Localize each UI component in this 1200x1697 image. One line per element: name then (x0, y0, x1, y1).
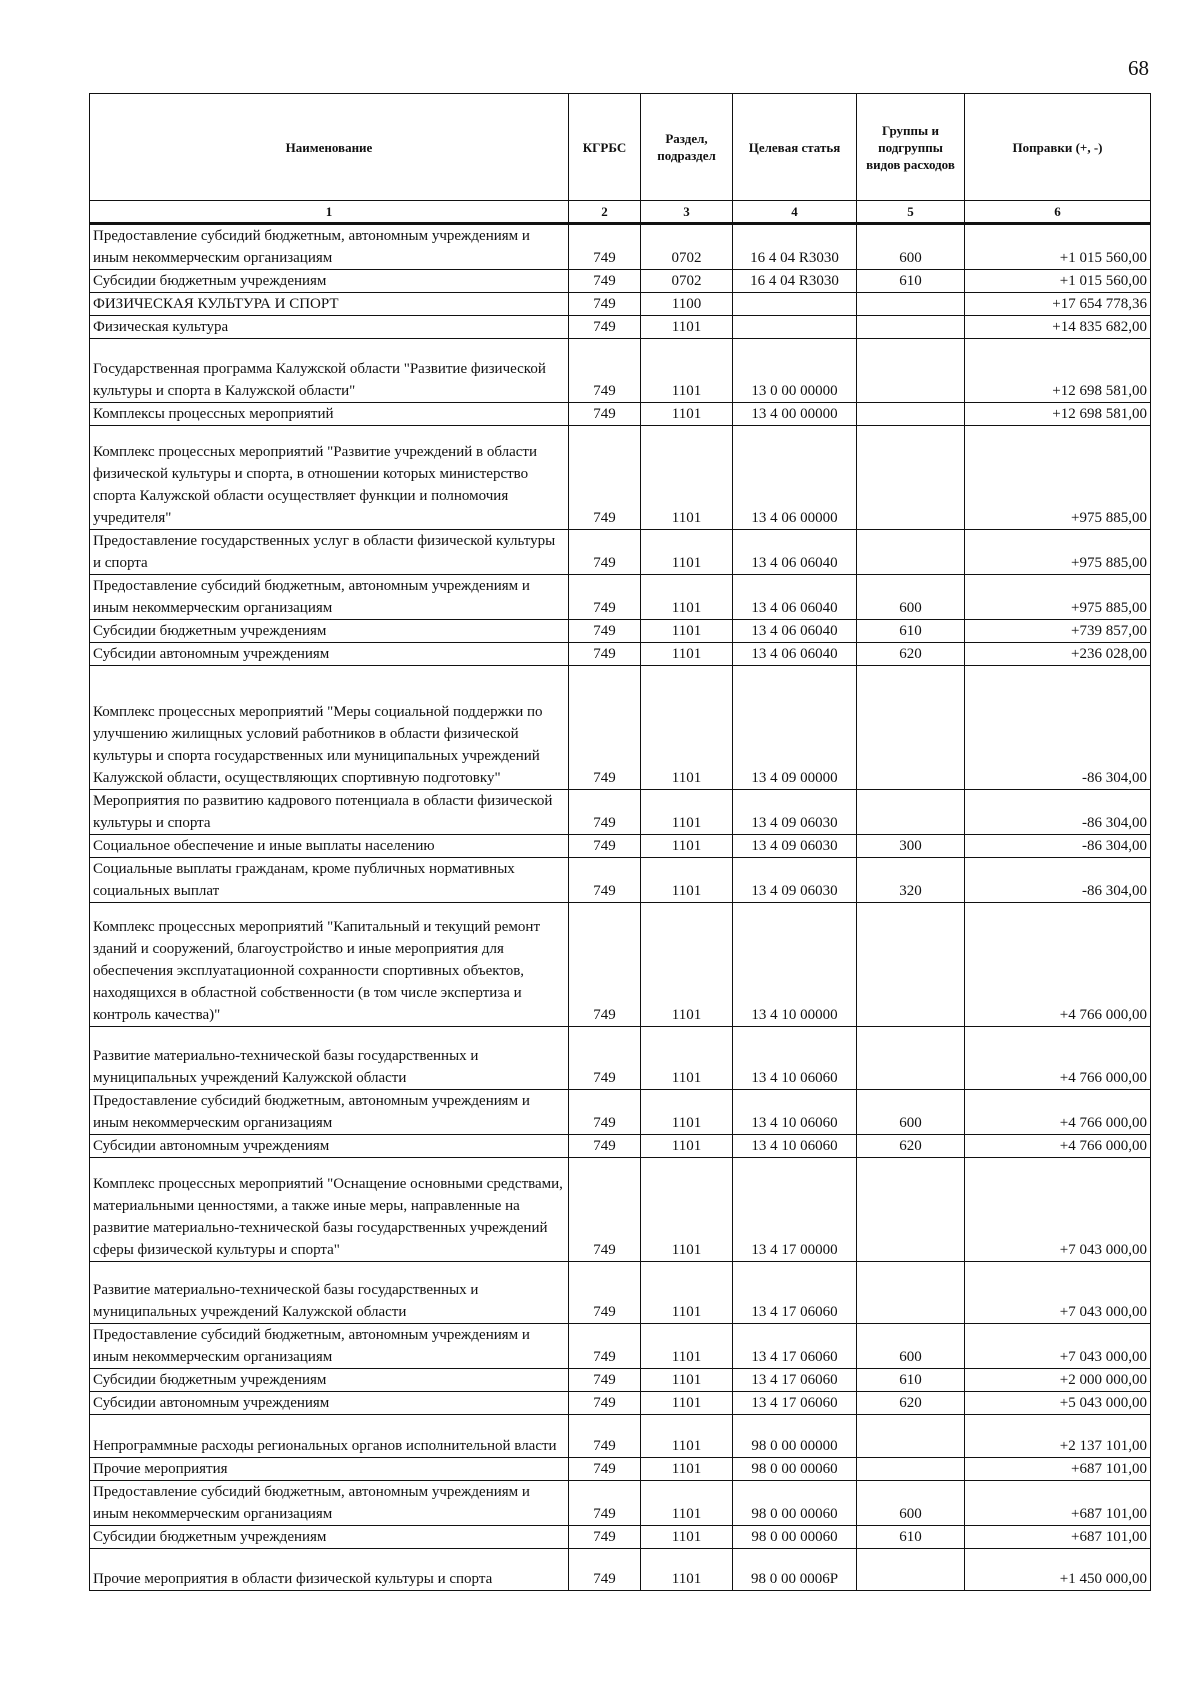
row-section: 1101 (641, 1415, 733, 1458)
row-expense-group: 600 (857, 1324, 965, 1369)
row-amendment: +4 766 000,00 (965, 903, 1151, 1027)
row-amendment: +4 766 000,00 (965, 1027, 1151, 1090)
row-amendment: +12 698 581,00 (965, 403, 1151, 426)
header-amendments: Поправки (+, -) (965, 94, 1151, 201)
row-expense-group: 600 (857, 1090, 965, 1135)
row-amendment: -86 304,00 (965, 858, 1151, 903)
row-name: Субсидии автономным учреждениям (90, 1392, 569, 1415)
row-section: 1101 (641, 1549, 733, 1591)
table-row (90, 1369, 1151, 1392)
row-name: Развитие материально-технической базы государственных и муниципальных учреждений Калужской области (90, 1027, 569, 1090)
row-expense-group (857, 1549, 965, 1591)
row-section: 1101 (641, 1392, 733, 1415)
row-expense-group: 300 (857, 835, 965, 858)
row-target-article: 13 4 06 00000 (733, 426, 857, 530)
row-target-article: 13 4 17 06060 (733, 1392, 857, 1415)
row-target-article: 13 4 10 06060 (733, 1090, 857, 1135)
row-name: Предоставление государственных услуг в области физической культуры и спорта (90, 530, 569, 575)
row-name: Предоставление субсидий бюджетным, автономным учреждениям и иным некоммерческим организациям (90, 1090, 569, 1135)
row-name: Прочие мероприятия в области физической культуры и спорта (90, 1549, 569, 1591)
row-target-article: 98 0 00 00060 (733, 1458, 857, 1481)
row-amendment: +975 885,00 (965, 530, 1151, 575)
row-section: 1101 (641, 1262, 733, 1324)
table-row (90, 1526, 1151, 1549)
row-name: Социальные выплаты гражданам, кроме публичных нормативных социальных выплат (90, 858, 569, 903)
row-amendment: +7 043 000,00 (965, 1158, 1151, 1262)
row-amendment: +2 000 000,00 (965, 1369, 1151, 1392)
row-expense-group (857, 403, 965, 426)
row-section: 1101 (641, 575, 733, 620)
row-amendment: +975 885,00 (965, 426, 1151, 530)
row-name: Непрограммные расходы региональных органов исполнительной власти (90, 1415, 569, 1458)
row-section: 1101 (641, 1158, 733, 1262)
row-name: Развитие материально-технической базы государственных и муниципальных учреждений Калужской области (90, 1262, 569, 1324)
row-kgrbs: 749 (569, 1549, 641, 1591)
row-section: 1101 (641, 339, 733, 403)
row-target-article: 16 4 04 R3030 (733, 224, 857, 270)
row-target-article: 13 4 09 06030 (733, 835, 857, 858)
row-kgrbs: 749 (569, 1415, 641, 1458)
row-amendment: +7 043 000,00 (965, 1324, 1151, 1369)
row-expense-group (857, 293, 965, 316)
row-section: 1101 (641, 1324, 733, 1369)
row-name: Прочие мероприятия (90, 1458, 569, 1481)
row-name: Субсидии автономным учреждениям (90, 1135, 569, 1158)
row-target-article: 13 4 10 06060 (733, 1027, 857, 1090)
row-target-article: 13 4 17 06060 (733, 1262, 857, 1324)
row-name: Предоставление субсидий бюджетным, автономным учреждениям и иным некоммерческим организациям (90, 224, 569, 270)
row-kgrbs: 749 (569, 1526, 641, 1549)
table-row (90, 620, 1151, 643)
row-name: Комплекс процессных мероприятий "Развитие учреждений в области физической культуры и спорта, в отношении которых министерство спорта Калужской области осуществляет функции и полномочия учредителя" (90, 426, 569, 530)
row-expense-group (857, 1262, 965, 1324)
row-section: 1101 (641, 1090, 733, 1135)
row-amendment: +14 835 682,00 (965, 316, 1151, 339)
row-amendment: +687 101,00 (965, 1526, 1151, 1549)
row-name: Субсидии автономным учреждениям (90, 643, 569, 666)
row-section: 1101 (641, 316, 733, 339)
row-expense-group: 620 (857, 1392, 965, 1415)
row-name: Мероприятия по развитию кадрового потенциала в области физической культуры и спорта (90, 790, 569, 835)
row-kgrbs: 749 (569, 224, 641, 270)
row-name: Субсидии бюджетным учреждениям (90, 1369, 569, 1392)
row-section: 0702 (641, 224, 733, 270)
row-kgrbs: 749 (569, 858, 641, 903)
table-row (90, 224, 1151, 270)
row-kgrbs: 749 (569, 1458, 641, 1481)
row-target-article: 13 4 00 00000 (733, 403, 857, 426)
row-amendment: +236 028,00 (965, 643, 1151, 666)
row-name: Государственная программа Калужской области "Развитие физической культуры и спорта в Калужской области" (90, 339, 569, 403)
row-expense-group: 320 (857, 858, 965, 903)
row-target-article: 98 0 00 00060 (733, 1481, 857, 1526)
header-row (90, 94, 1151, 201)
table-row (90, 426, 1151, 530)
row-expense-group (857, 790, 965, 835)
row-kgrbs: 749 (569, 1090, 641, 1135)
row-name: Социальное обеспечение и иные выплаты населению (90, 835, 569, 858)
row-section: 1101 (641, 620, 733, 643)
row-amendment: +7 043 000,00 (965, 1262, 1151, 1324)
row-expense-group: 600 (857, 1481, 965, 1526)
row-name: Комплекс процессных мероприятий "Оснащение основными средствами, материальными ценностями, а также иные меры, направленные на развитие материально-технической базы государственных учреждений сферы физической культуры и спорта" (90, 1158, 569, 1262)
table-row (90, 403, 1151, 426)
row-expense-group: 600 (857, 575, 965, 620)
row-expense-group (857, 426, 965, 530)
row-name: Предоставление субсидий бюджетным, автономным учреждениям и иным некоммерческим организациям (90, 1324, 569, 1369)
row-kgrbs: 749 (569, 1135, 641, 1158)
row-name: Субсидии бюджетным учреждениям (90, 1526, 569, 1549)
table-row (90, 1458, 1151, 1481)
row-expense-group: 620 (857, 643, 965, 666)
table-row (90, 1549, 1151, 1591)
row-kgrbs: 749 (569, 293, 641, 316)
row-target-article: 13 4 10 06060 (733, 1135, 857, 1158)
column-number: 4 (733, 201, 857, 224)
row-target-article: 13 4 09 06030 (733, 790, 857, 835)
row-amendment: +1 015 560,00 (965, 270, 1151, 293)
row-name: Субсидии бюджетным учреждениям (90, 620, 569, 643)
row-amendment: +975 885,00 (965, 575, 1151, 620)
row-target-article: 13 4 17 00000 (733, 1158, 857, 1262)
row-name: Субсидии бюджетным учреждениям (90, 270, 569, 293)
row-name: Предоставление субсидий бюджетным, автономным учреждениям и иным некоммерческим организациям (90, 575, 569, 620)
row-target-article: 13 4 06 06040 (733, 575, 857, 620)
row-kgrbs: 749 (569, 403, 641, 426)
row-section: 1100 (641, 293, 733, 316)
row-section: 1101 (641, 1135, 733, 1158)
column-number: 3 (641, 201, 733, 224)
table-row (90, 1481, 1151, 1526)
row-expense-group: 610 (857, 1369, 965, 1392)
row-target-article: 98 0 00 00060 (733, 1526, 857, 1549)
row-amendment: +4 766 000,00 (965, 1135, 1151, 1158)
row-section: 1101 (641, 835, 733, 858)
row-target-article: 16 4 04 R3030 (733, 270, 857, 293)
row-expense-group: 610 (857, 270, 965, 293)
row-amendment: +687 101,00 (965, 1458, 1151, 1481)
table-body (90, 224, 1151, 1591)
table-row (90, 1415, 1151, 1458)
row-target-article: 98 0 00 0006Р (733, 1549, 857, 1591)
row-kgrbs: 749 (569, 666, 641, 790)
row-section: 1101 (641, 1458, 733, 1481)
row-kgrbs: 749 (569, 1392, 641, 1415)
row-expense-group (857, 339, 965, 403)
row-expense-group (857, 316, 965, 339)
row-section: 1101 (641, 903, 733, 1027)
table-row (90, 530, 1151, 575)
table-row (90, 1392, 1151, 1415)
row-amendment: +687 101,00 (965, 1481, 1151, 1526)
table-row (90, 790, 1151, 835)
column-number-row (90, 201, 1151, 224)
column-number: 1 (90, 201, 569, 224)
row-kgrbs: 749 (569, 835, 641, 858)
column-number: 2 (569, 201, 641, 224)
row-kgrbs: 749 (569, 1324, 641, 1369)
row-expense-group: 610 (857, 620, 965, 643)
row-expense-group: 600 (857, 224, 965, 270)
row-expense-group: 610 (857, 1526, 965, 1549)
row-kgrbs: 749 (569, 1027, 641, 1090)
row-target-article: 13 0 00 00000 (733, 339, 857, 403)
row-target-article: 13 4 09 06030 (733, 858, 857, 903)
header-target: Целевая статья (733, 94, 857, 201)
table-row (90, 666, 1151, 790)
row-target-article: 13 4 17 06060 (733, 1369, 857, 1392)
row-expense-group: 620 (857, 1135, 965, 1158)
row-kgrbs: 749 (569, 620, 641, 643)
row-section: 1101 (641, 530, 733, 575)
row-name: Предоставление субсидий бюджетным, автономным учреждениям и иным некоммерческим организациям (90, 1481, 569, 1526)
table-row (90, 1090, 1151, 1135)
row-target-article: 13 4 09 00000 (733, 666, 857, 790)
row-expense-group (857, 666, 965, 790)
table-row (90, 339, 1151, 403)
row-amendment: +1 450 000,00 (965, 1549, 1151, 1591)
table-row (90, 835, 1151, 858)
table-row (90, 1324, 1151, 1369)
table-row (90, 858, 1151, 903)
table-row (90, 1158, 1151, 1262)
row-amendment: +4 766 000,00 (965, 1090, 1151, 1135)
row-target-article: 13 4 17 06060 (733, 1324, 857, 1369)
table-row (90, 643, 1151, 666)
row-kgrbs: 749 (569, 426, 641, 530)
row-amendment: -86 304,00 (965, 790, 1151, 835)
header-name: Наименование (90, 94, 569, 201)
row-section: 1101 (641, 858, 733, 903)
row-kgrbs: 749 (569, 1481, 641, 1526)
row-section: 1101 (641, 790, 733, 835)
table-row (90, 575, 1151, 620)
row-name: ФИЗИЧЕСКАЯ КУЛЬТУРА И СПОРТ (90, 293, 569, 316)
row-target-article (733, 293, 857, 316)
column-number: 6 (965, 201, 1151, 224)
row-section: 1101 (641, 1481, 733, 1526)
column-number: 5 (857, 201, 965, 224)
row-kgrbs: 749 (569, 643, 641, 666)
row-section: 0702 (641, 270, 733, 293)
row-name: Комплекс процессных мероприятий "Капитальный и текущий ремонт зданий и сооружений, благоустройство и иные мероприятия для обеспечения эксплуатационной сохранности спортивных объектов, находящихся в областной собственности (в том числе экспертиза и контроль качества)" (90, 903, 569, 1027)
row-expense-group (857, 1458, 965, 1481)
row-expense-group (857, 1158, 965, 1262)
row-expense-group (857, 1027, 965, 1090)
table-row (90, 1135, 1151, 1158)
row-amendment: -86 304,00 (965, 666, 1151, 790)
row-expense-group (857, 1415, 965, 1458)
row-kgrbs: 749 (569, 1158, 641, 1262)
row-kgrbs: 749 (569, 903, 641, 1027)
row-name: Комплекс процессных мероприятий "Меры социальной поддержки по улучшению жилищных условий работников в области физической культуры и спорта государственных или муниципальных учреждений Калужской области, осуществляющих спортивную подготовку" (90, 666, 569, 790)
row-kgrbs: 749 (569, 575, 641, 620)
row-kgrbs: 749 (569, 530, 641, 575)
row-amendment: +17 654 778,36 (965, 293, 1151, 316)
row-kgrbs: 749 (569, 270, 641, 293)
row-section: 1101 (641, 426, 733, 530)
row-kgrbs: 749 (569, 1262, 641, 1324)
header-groups: Группы и подгруппы видов расходов (857, 94, 965, 201)
row-kgrbs: 749 (569, 790, 641, 835)
row-kgrbs: 749 (569, 339, 641, 403)
row-amendment: +2 137 101,00 (965, 1415, 1151, 1458)
row-target-article: 98 0 00 00000 (733, 1415, 857, 1458)
row-target-article: 13 4 06 06040 (733, 620, 857, 643)
page-number: 68 (1128, 56, 1149, 80)
table-row (90, 270, 1151, 293)
row-amendment: -86 304,00 (965, 835, 1151, 858)
row-section: 1101 (641, 1369, 733, 1392)
row-target-article: 13 4 06 06040 (733, 530, 857, 575)
row-expense-group (857, 530, 965, 575)
row-amendment: +739 857,00 (965, 620, 1151, 643)
row-section: 1101 (641, 403, 733, 426)
row-expense-group (857, 903, 965, 1027)
row-amendment: +5 043 000,00 (965, 1392, 1151, 1415)
row-section: 1101 (641, 1526, 733, 1549)
header-kgrbs: КГРБС (569, 94, 641, 201)
row-section: 1101 (641, 666, 733, 790)
table-row (90, 1027, 1151, 1090)
row-section: 1101 (641, 643, 733, 666)
table-row (90, 1262, 1151, 1324)
budget-amendments-table (89, 93, 1151, 1591)
table-row (90, 316, 1151, 339)
row-name: Комплексы процессных мероприятий (90, 403, 569, 426)
row-kgrbs: 749 (569, 1369, 641, 1392)
row-amendment: +1 015 560,00 (965, 224, 1151, 270)
header-section: Раздел, подраздел (641, 94, 733, 201)
row-target-article: 13 4 10 00000 (733, 903, 857, 1027)
row-target-article (733, 316, 857, 339)
row-kgrbs: 749 (569, 316, 641, 339)
row-target-article: 13 4 06 06040 (733, 643, 857, 666)
row-section: 1101 (641, 1027, 733, 1090)
table-row (90, 293, 1151, 316)
table-row (90, 903, 1151, 1027)
row-amendment: +12 698 581,00 (965, 339, 1151, 403)
row-name: Физическая культура (90, 316, 569, 339)
